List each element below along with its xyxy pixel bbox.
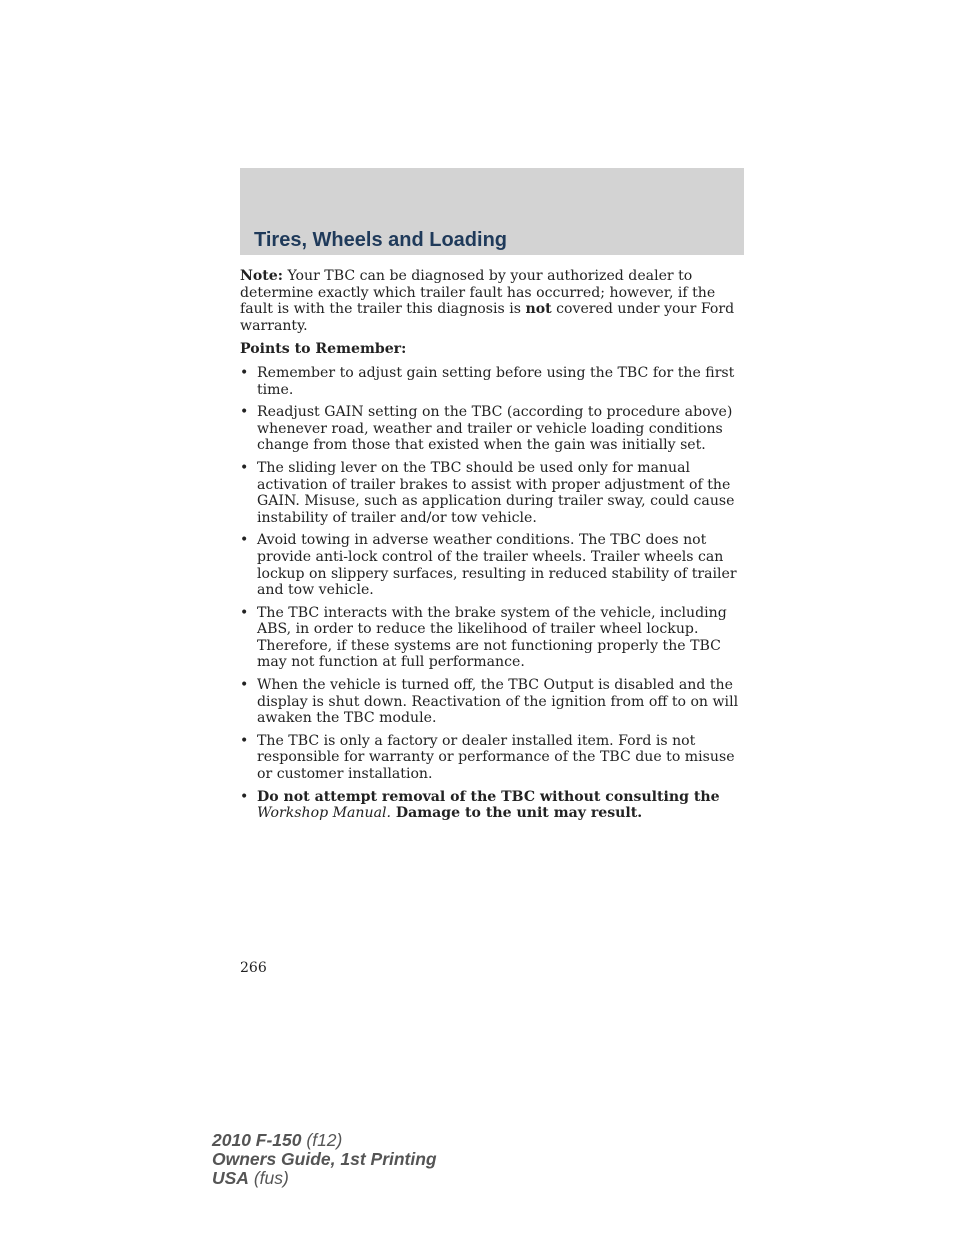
section-header — [240, 168, 744, 255]
note-paragraph — [240, 268, 746, 334]
points-heading: Points to Remember: — [240, 341, 407, 358]
list-item — [240, 605, 746, 671]
note-label: Note: — [240, 268, 283, 284]
list-item-text: When the vehicle is turned off, the TBC Output is disabled and the display is shut down. Reactivation of the ignition from off to on will awaken the TBC module. — [257, 677, 739, 727]
bullet-icon: • — [240, 788, 249, 805]
footer-line-model: 2010 F-150 (f12) — [212, 1130, 343, 1150]
list-item-warning — [240, 789, 746, 822]
bullet-icon: • — [240, 404, 249, 421]
list-item — [240, 532, 746, 598]
list-item — [240, 404, 746, 454]
bullet-icon: • — [240, 604, 249, 621]
workshop-manual-reference: Workshop Manual. — [257, 805, 391, 822]
note-text-before: Your TBC can be diagnosed by your authorized dealer to determine exactly which trailer fault has occurred; however, if the fault is with the trailer this diagnosis is — [240, 268, 716, 318]
list-item-text: Readjust GAIN setting on the TBC (according to procedure above) whenever road, weather and trailer or vehicle loading conditions change from those that existed when the gain was initially set. — [257, 404, 733, 454]
note-text-after: covered under your Ford warranty. — [240, 301, 735, 334]
list-item — [240, 365, 746, 398]
list-item-text: Avoid towing in adverse weather conditions. The TBC does not provide anti-lock control of the trailer wheels. Trailer wheels can lockup on slippery surfaces, resulting in reduced stability of trailer and tow vehicle. — [257, 532, 737, 599]
list-item-text: Remember to adjust gain setting before using the TBC for the first time. — [257, 364, 735, 398]
warning-bold-end: Damage to the unit may result. — [390, 805, 643, 822]
list-item — [240, 460, 746, 526]
list-item — [240, 677, 746, 727]
bullet-icon: • — [240, 459, 249, 476]
bullet-icon: • — [240, 677, 249, 694]
bullet-icon: • — [240, 364, 249, 381]
list-item-text: The sliding lever on the TBC should be used only for manual activation of trailer brakes to assist with proper adjustment of the GAIN. Misuse, such as application during trailer sway, could cause instability of trailer and/or tow vehicle. — [257, 459, 735, 526]
points-list — [240, 365, 746, 822]
footer-line-region: USA (fus) — [212, 1168, 289, 1188]
footer-line-guide: Owners Guide, 1st Printing — [212, 1149, 437, 1169]
list-item-text: The TBC is only a factory or dealer installed item. Ford is not responsible for warranty or performance of the TBC due to misuse or customer installation. — [257, 732, 735, 783]
page-content — [240, 268, 746, 828]
page-number: 266 — [240, 960, 267, 976]
bullet-icon: • — [240, 532, 249, 549]
bullet-icon: • — [240, 732, 249, 749]
list-item — [240, 733, 746, 783]
warning-bold-text: Do not attempt removal of the TBC without consulting the — [257, 788, 720, 805]
document-footer — [212, 1131, 437, 1188]
section-title: Tires, Wheels and Loading — [254, 229, 508, 251]
list-item-text: The TBC interacts with the brake system of the vehicle, including ABS, in order to reduce the likelihood of trailer wheel lockup. Therefore, if these systems are not functioning properly the TBC may not function at full performance. — [257, 604, 727, 671]
note-emphasis: not — [525, 301, 552, 318]
